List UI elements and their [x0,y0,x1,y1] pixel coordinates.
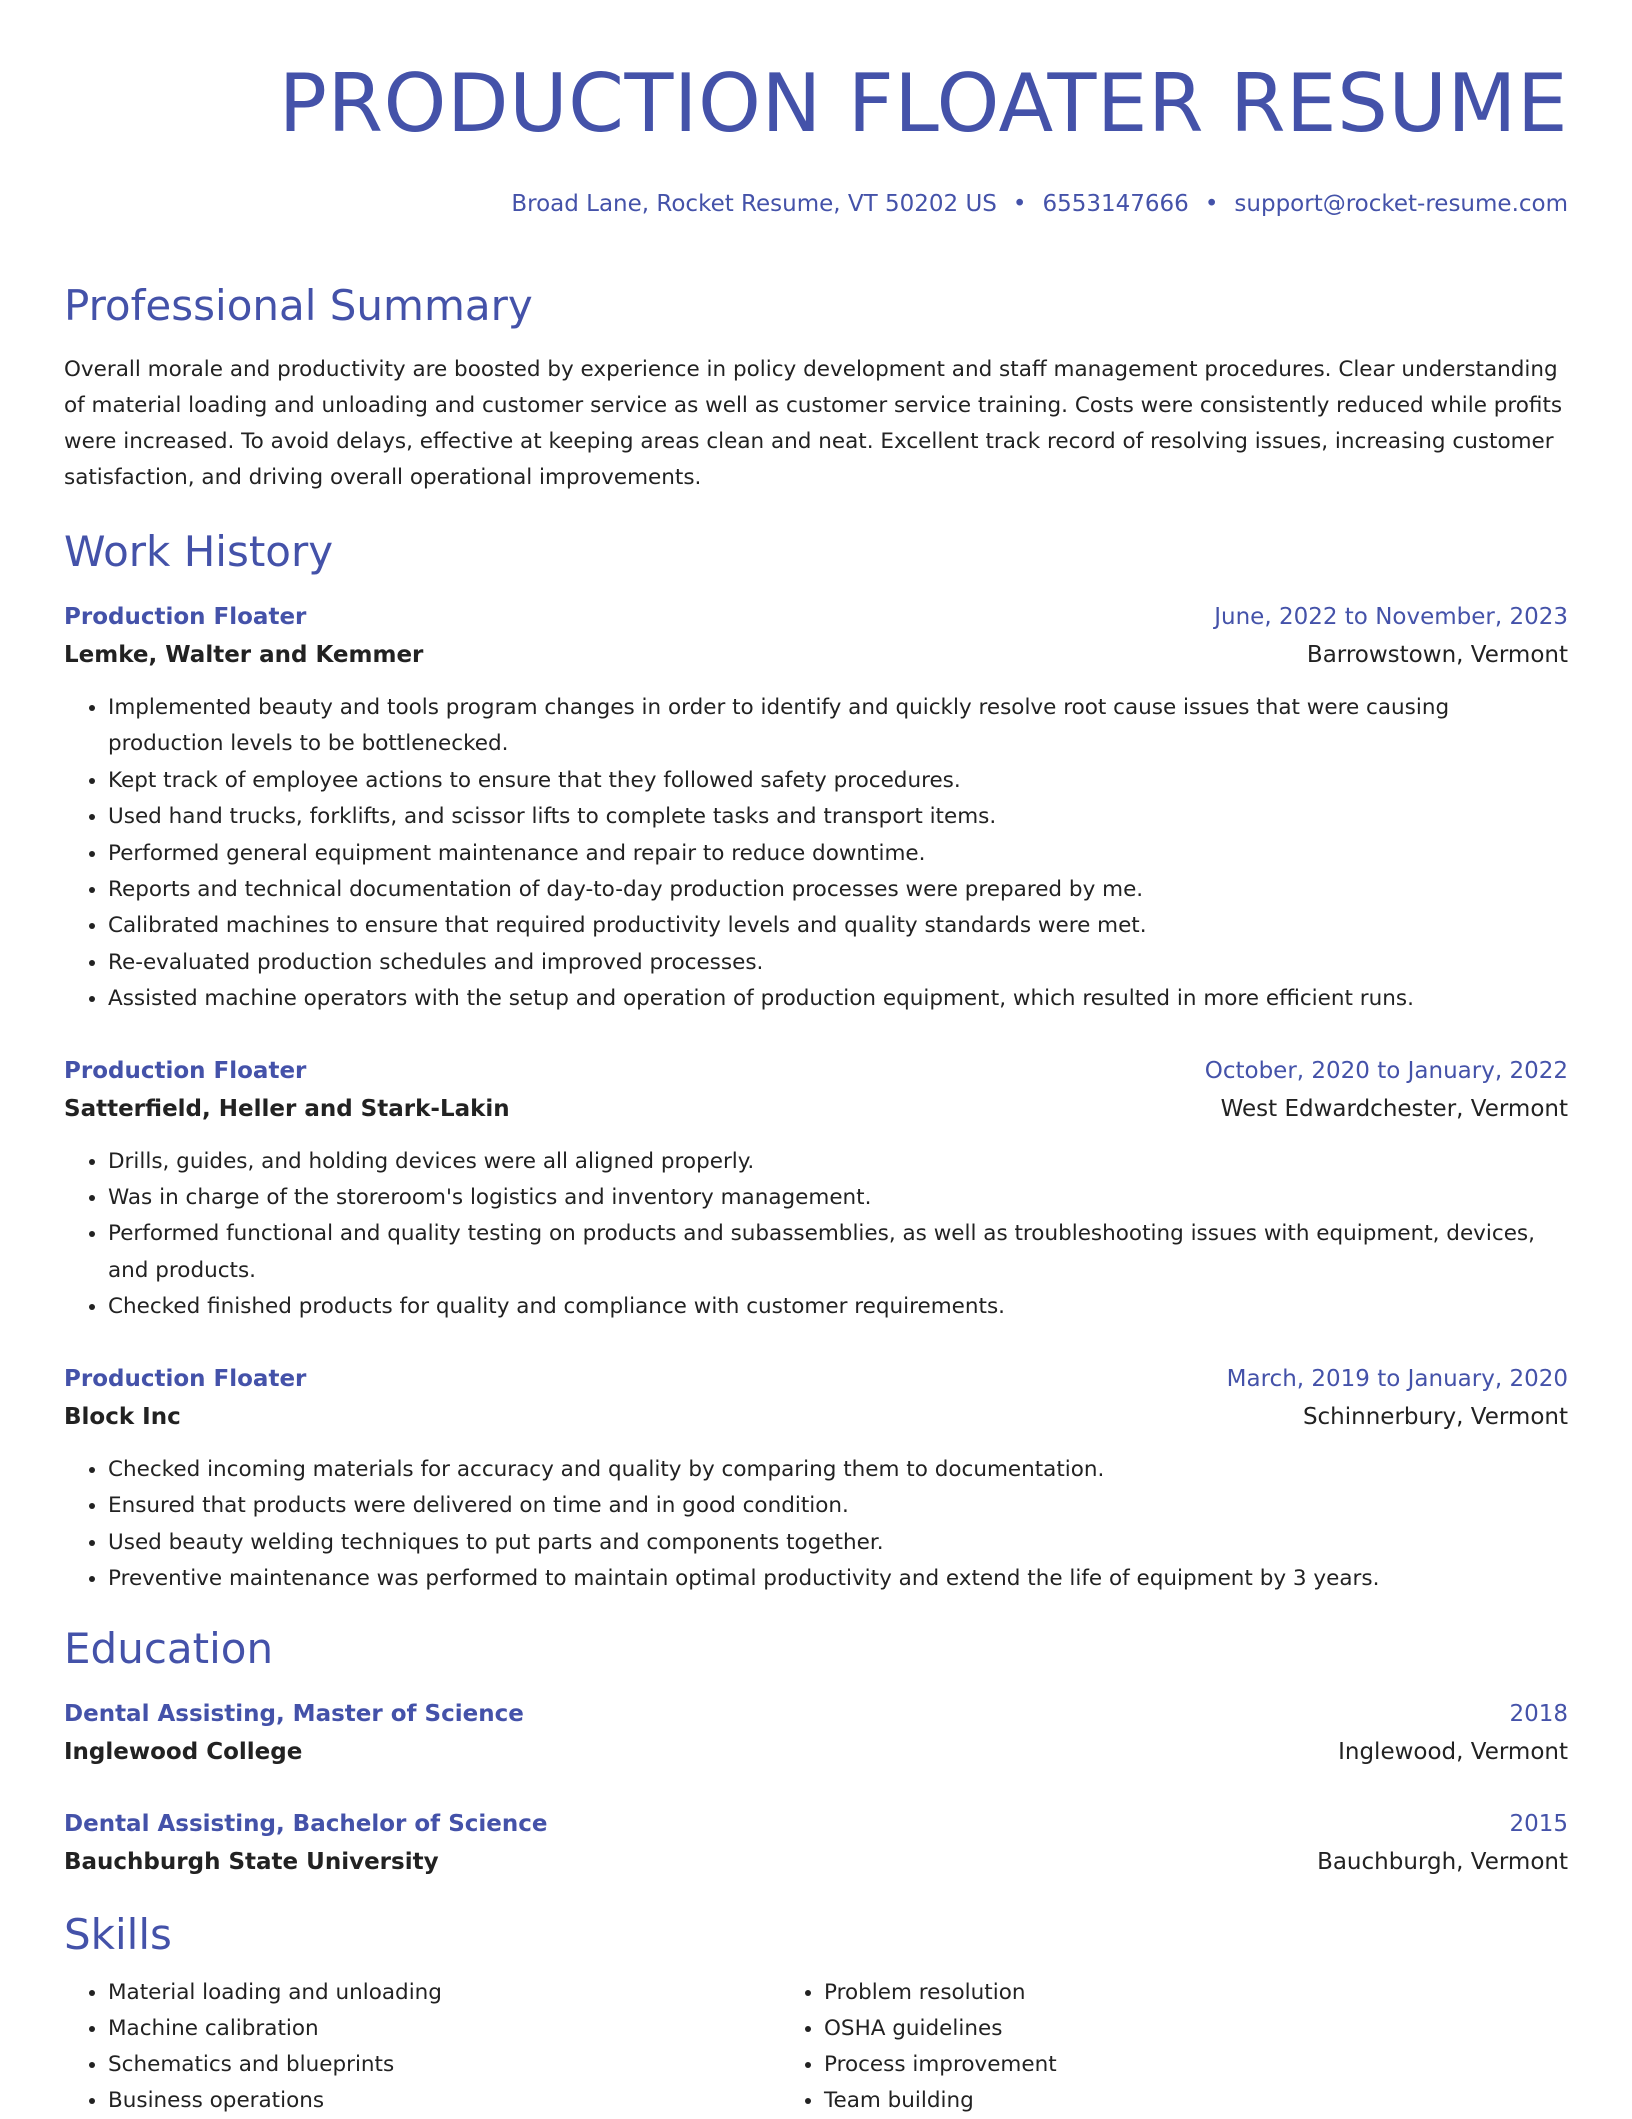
job-employer: Satterfield, Heller and Stark-Lakin [64,1095,510,1122]
job-duty-item: • Checked finished products for quality and compliance with customer requirements. [108,1289,1568,1325]
skill-item: • Team building [824,2083,1460,2119]
skill-item: • Schematics and blueprints [108,2047,762,2083]
contact-separator: • [1204,191,1219,217]
contact-phone: 6553147666 [1042,191,1189,217]
skill-item: • Problem resolution [824,1975,1460,2011]
job-duties-list [64,1452,1568,1598]
job-entry [64,1052,1568,1326]
education-heading: Education [64,1624,274,1674]
education-location: Inglewood, Vermont [1338,1739,1568,1766]
page-title: PRODUCTION FLOATER RESUME [278,57,1568,150]
skill-item: • Business operations [108,2083,762,2119]
job-duties-list [64,1144,1568,1326]
job-duty-item: • Used hand trucks, forklifts, and scissor lifts to complete tasks and transport items. [108,799,1568,835]
job-duty-item: • Performed functional and quality testing on products and subassemblies, as well as troubleshooting issues with equipment, devices, and products. [108,1216,1568,1289]
skills-list-left [64,1975,762,2119]
education-year: 2018 [1509,1701,1568,1728]
contact-email: support@rocket-resume.com [1234,191,1568,217]
job-role: Production Floater [64,1365,307,1392]
skills-columns [64,1975,1568,2119]
skills-heading: Skills [64,1910,172,1960]
job-duty-item: • Used beauty welding techniques to put parts and components together. [108,1525,1568,1561]
education-degree: Dental Assisting, Master of Science [64,1701,524,1728]
job-duty-item: • Was in charge of the storeroom's logistics and inventory management. [108,1180,1568,1216]
job-dates: March, 2019 to January, 2020 [1226,1365,1568,1392]
job-dates: October, 2020 to January, 2022 [1204,1057,1568,1084]
job-employer: Lemke, Walter and Kemmer [64,642,424,668]
education-degree: Dental Assisting, Bachelor of Science [64,1811,548,1838]
education-entry [64,1695,1568,1771]
education-school: Inglewood College [64,1739,303,1766]
skill-item: • OSHA guidelines [824,2011,1460,2047]
job-duty-item: • Reports and technical documentation of day-to-day production processes were prepared by me. [108,872,1568,908]
skill-item: • Machine calibration [108,2011,762,2047]
contact-separator: • [1012,191,1027,217]
job-role: Production Floater [64,1057,307,1084]
job-entry [64,1360,1568,1598]
education-entry [64,1805,1568,1881]
job-role: Production Floater [64,604,307,630]
job-duty-item: • Preventive maintenance was performed to maintain optimal productivity and extend the life of equipment by 3 years. [108,1561,1568,1597]
job-duty-item: • Assisted machine operators with the setup and operation of production equipment, which resulted in more efficient runs. [108,981,1568,1017]
job-entry [64,598,1568,1018]
job-duty-item: • Implemented beauty and tools program changes in order to identify and quickly resolve root cause issues that were causing production levels to be bottlenecked. [108,690,1568,763]
skill-item: • Material loading and unloading [108,1975,762,2011]
job-location: Schinnerbury, Vermont [1302,1403,1568,1430]
summary-text: Overall morale and productivity are boosted by experience in policy development and staff management procedures. Clear understanding of material loading and unloading and customer service as well as customer service training. Costs were consistently reduced while profits were increased. To avoid delays, effective at keeping areas clean and neat. Excellent track record of resolving issues, increasing customer satisfaction, and driving overall operational improvements. [64,357,1563,490]
job-duty-item: • Re-evaluated production schedules and improved processes. [108,945,1568,981]
work-history-heading: Work History [64,527,334,576]
skills-list-right [762,1975,1460,2119]
job-duty-item: • Ensured that products were delivered on time and in good condition. [108,1488,1568,1524]
contact-line [64,188,1568,220]
job-duty-item: • Calibrated machines to ensure that required productivity levels and quality standards were met. [108,908,1568,944]
job-location: Barrowstown, Vermont [1306,642,1568,668]
education-year: 2015 [1509,1811,1568,1838]
job-duties-list [64,690,1568,1018]
job-location: West Edwardchester, Vermont [1220,1095,1568,1122]
contact-address: Broad Lane, Rocket Resume, VT 50202 US [511,191,997,217]
education-location: Bauchburgh, Vermont [1317,1849,1568,1876]
summary-heading: Professional Summary [64,281,533,330]
education-school: Bauchburgh State University [64,1849,439,1876]
job-employer: Block Inc [64,1403,181,1430]
job-dates: June, 2022 to November, 2023 [1214,604,1568,630]
job-duty-item: • Drills, guides, and holding devices were all aligned properly. [108,1144,1568,1180]
job-duty-item: • Checked incoming materials for accuracy and quality by comparing them to documentation. [108,1452,1568,1488]
resume-page [64,0,1568,2119]
skill-item: • Process improvement [824,2047,1460,2083]
job-duty-item: • Kept track of employee actions to ensure that they followed safety procedures. [108,763,1568,799]
job-duty-item: • Performed general equipment maintenance and repair to reduce downtime. [108,836,1568,872]
